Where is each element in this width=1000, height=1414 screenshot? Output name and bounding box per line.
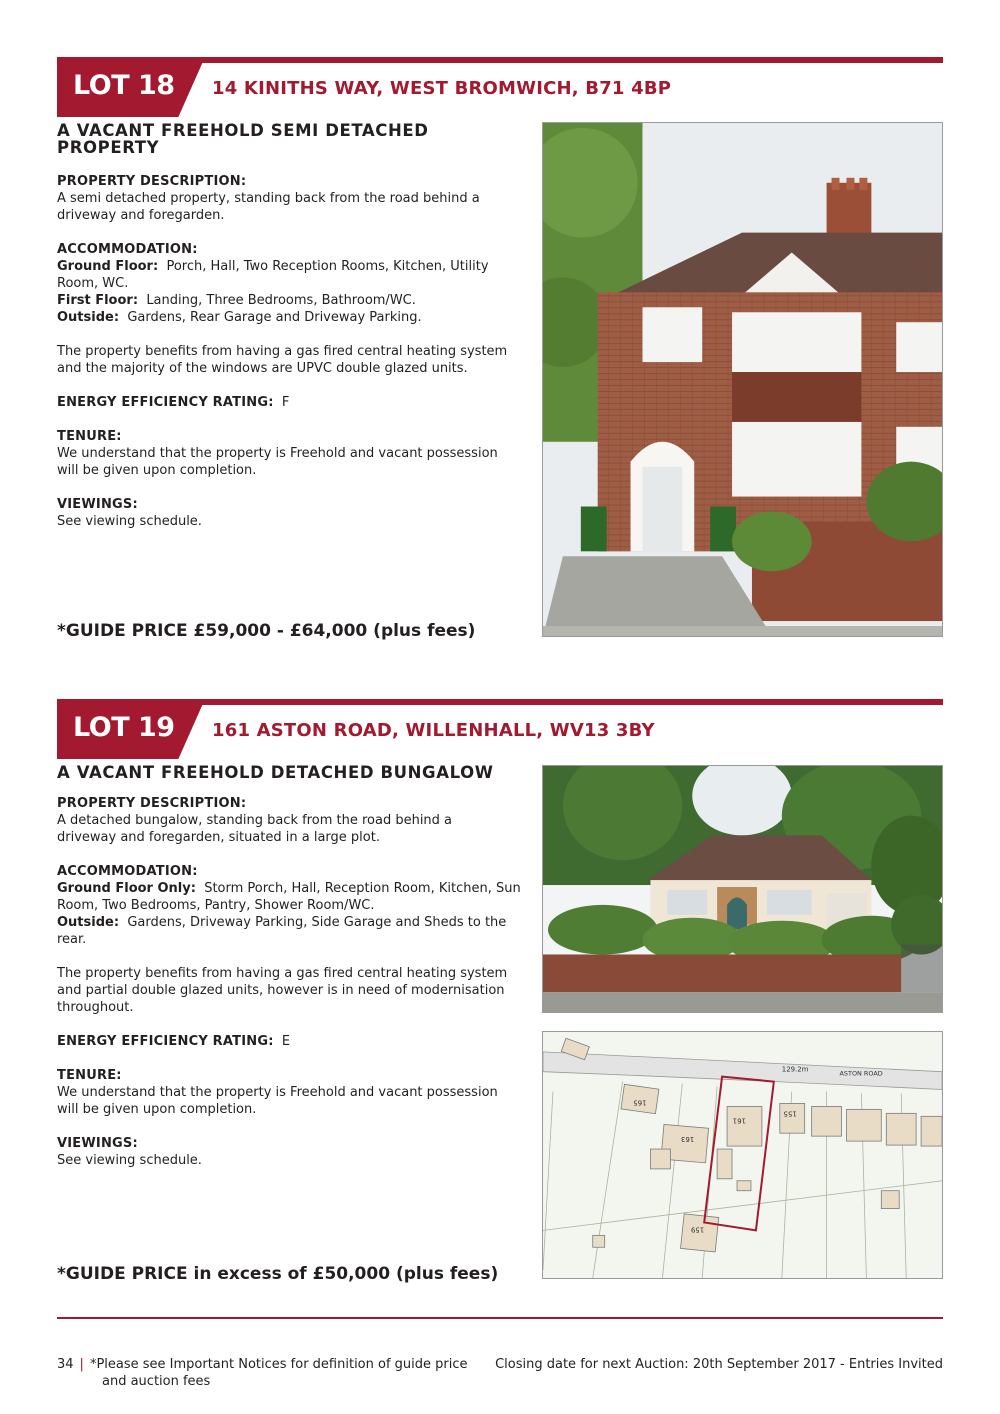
footer-rule	[57, 1317, 943, 1319]
first-floor-label: First Floor:	[57, 293, 139, 308]
map-level-label: 129.2m	[781, 1065, 809, 1074]
property-photo	[542, 765, 943, 1013]
map-road-label: ASTON ROAD	[839, 1069, 883, 1078]
accommodation-heading: ACCOMMODATION:	[57, 242, 198, 257]
footer-notice	[57, 1356, 468, 1390]
lot-headline	[57, 122, 527, 156]
map-num-155: 155	[783, 1109, 797, 1118]
map-num-159: 159	[690, 1225, 705, 1234]
tenure-heading: TENURE:	[57, 429, 122, 444]
property-description-heading: PROPERTY DESCRIPTION:	[57, 174, 247, 189]
ground-floor-line	[57, 258, 507, 292]
viewings-heading: VIEWINGS:	[57, 497, 138, 512]
headline-line-1: A VACANT FREEHOLD SEMI DETACHED	[57, 121, 429, 140]
energy-rating-value: E	[281, 1034, 291, 1049]
ground-floor-text: Porch, Hall, Two Reception Rooms, Kitchen, Utility Room, WC.	[57, 259, 489, 291]
tenure-heading: TENURE:	[57, 1068, 122, 1083]
map-num-161: 161	[732, 1116, 746, 1125]
property-address: 161 ASTON ROAD, WILLENHALL, WV13 3BY	[212, 720, 655, 741]
outside-line	[57, 309, 527, 326]
footer-separator: |	[79, 1357, 84, 1372]
energy-rating-line	[57, 394, 527, 411]
ground-floor-label: Ground Floor Only:	[57, 881, 196, 896]
ground-floor-line	[57, 880, 527, 914]
outside-label: Outside:	[57, 310, 120, 325]
energy-rating-label: ENERGY EFFICIENCY RATING:	[57, 395, 274, 410]
benefits-text: The property benefits from having a gas fired central heating system and partial double glazed units, however is in need of modernisation throughout.	[57, 966, 508, 1015]
outside-text: Gardens, Driveway Parking, Side Garage and Sheds to the rear.	[57, 915, 507, 947]
detached-bungalow-illustration	[543, 766, 942, 1012]
viewings-text: See viewing schedule.	[57, 1153, 202, 1168]
map-num-165: 165	[633, 1098, 647, 1107]
lot-headline: A VACANT FREEHOLD DETACHED BUNGALOW	[57, 763, 494, 782]
benefits-text: The property benefits from having a gas fired central heating system and the majority of the windows are UPVC double glazed units.	[57, 344, 508, 376]
property-description-text: A detached bungalow, standing back from the road behind a driveway and foregarden, situated in a large plot.	[57, 813, 453, 845]
lot-19-details	[57, 764, 527, 1169]
lot-18-details	[57, 122, 527, 530]
site-plan-drawing	[543, 1032, 942, 1278]
notice-line-2: and auction fees	[102, 1374, 211, 1389]
guide-price-prefix: *GUIDE PRICE	[57, 1264, 188, 1284]
ground-floor-label: Ground Floor:	[57, 259, 159, 274]
energy-rating-line	[57, 1033, 527, 1050]
lot-number: LOT 18	[73, 70, 175, 101]
first-floor-line	[57, 292, 527, 309]
first-floor-text: Landing, Three Bedrooms, Bathroom/WC.	[146, 293, 416, 308]
energy-rating-label: ENERGY EFFICIENCY RATING:	[57, 1034, 274, 1049]
energy-rating-value: F	[281, 395, 290, 410]
lot-number: LOT 19	[73, 712, 175, 743]
semi-detached-house-illustration	[543, 123, 942, 636]
outside-line	[57, 914, 517, 948]
lot-18-header	[57, 57, 943, 117]
property-photo	[542, 122, 943, 637]
property-description-heading: PROPERTY DESCRIPTION:	[57, 796, 247, 811]
headline-line-2: PROPERTY	[57, 138, 160, 157]
guide-price	[57, 1264, 498, 1284]
guide-price: *GUIDE PRICE £59,000 - £64,000 (plus fees)	[57, 621, 476, 641]
ground-floor-text: Storm Porch, Hall, Reception Room, Kitchen, Sun Room, Two Bedrooms, Pantry, Shower Room/WC.	[57, 881, 521, 913]
outside-text: Gardens, Rear Garage and Driveway Parking.	[127, 310, 422, 325]
footer-closing-date: Closing date for next Auction: 20th September 2017 - Entries Invited	[495, 1357, 943, 1372]
guide-price-amount: in excess of £50,000 (plus fees)	[193, 1264, 499, 1284]
property-address: 14 KINITHS WAY, WEST BROMWICH, B71 4BP	[212, 78, 672, 99]
viewings-heading: VIEWINGS:	[57, 1136, 138, 1151]
viewings-text: See viewing schedule.	[57, 514, 202, 529]
map-num-163: 163	[680, 1135, 695, 1144]
lot-19-header	[57, 699, 943, 759]
accommodation-heading: ACCOMMODATION:	[57, 864, 198, 879]
property-description-text: A semi detached property, standing back from the road behind a driveway and foregarden.	[57, 191, 480, 223]
tenure-text: We understand that the property is Freehold and vacant possession will be given upon completion.	[57, 1085, 498, 1117]
site-plan-map	[542, 1031, 943, 1279]
outside-label: Outside:	[57, 915, 120, 930]
tenure-text: We understand that the property is Freehold and vacant possession will be given upon completion.	[57, 446, 498, 478]
page-number: 34	[57, 1357, 74, 1372]
notice-line-1: *Please see Important Notices for definition of guide price	[89, 1357, 468, 1372]
